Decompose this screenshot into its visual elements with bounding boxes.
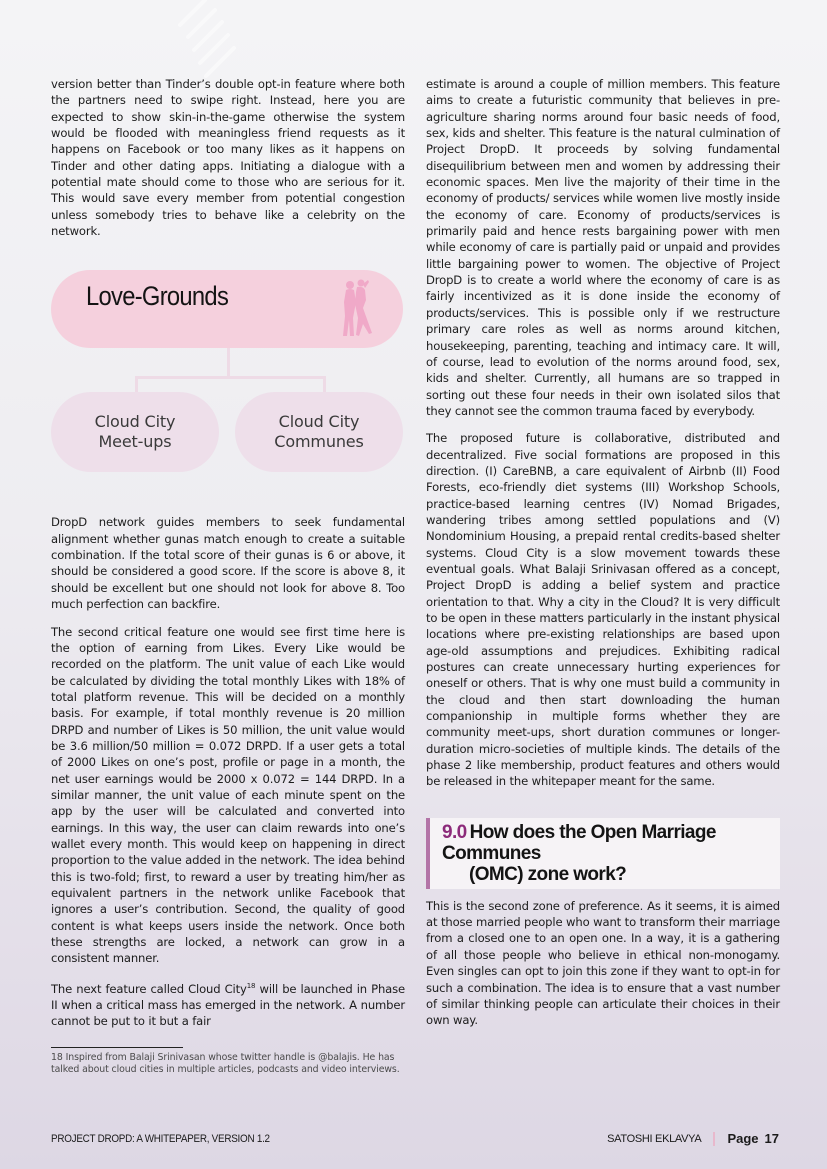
section-title-line2: (OMC) zone work? bbox=[469, 863, 627, 885]
connector-line bbox=[135, 376, 325, 379]
cloud-city-meetups-node bbox=[51, 392, 219, 472]
paragraph-likes-earning: The second critical feature one would see first time here is the option of earning from Likes. Every Like would be recorded on the platform. The unit value of each Like would be calculated by dividing the total monthly Likes with 18% of total platform revenue. This will be decided on a monthly basis. For example, if total monthly revenue is 20 million DRPD and number of Likes is 50 million, the unit value would be 3.6 million/50 million = 0.072 DRPD. If a user gets a total of 2000 Likes on one’s post, profile or page in a month, the net user earnings would be 2000 x 0.072 = 144 DRPD. In a similar manner, the unit value of each minute spent on the app by the user will be calculated and converted into earnings. In this way, the user can claim rewards into one’s wallet every month. This would keep on happening in direct proportion to the value added in the network. The idea behind this is two-fold; first, to reward a user by treating him/her as equivalent partners in the network unlike Facebook that ignores a user’s contribution. Second, the quality of good content is what keeps users inside the network. Once both these strengths are locked, a network can grow in a consistent manner. bbox=[51, 624, 405, 966]
footer-divider bbox=[713, 1132, 715, 1146]
page-label: Page bbox=[727, 1131, 759, 1146]
document-title: PROJECT DROPD: A WHITEPAPER, VERSION 1.2 bbox=[51, 1133, 270, 1145]
author-name: SATOSHI EKLAVYA bbox=[607, 1132, 702, 1145]
paragraph-proposed-future: The proposed future is collaborative, distributed and decentralized. Five social formations are proposed in this direction. (I) CareBNB, a care equivalent of Airbnb (II) Food Forests, eco-friendly diet systems (III) Workshop Schools, practice-based learning centres (IV) Nomad Brigades, wandering tribes among settled populations and (V) Nondominium Housing, a prepaid rental credits-based shelter systems. Cloud City is a slow movement towards these eventual goals. What Balaji Srinivasan offered as a concept, Project DropD is adding a belief system and practice orientation to that. Why a city in the Cloud? It is very difficult to be open in these matters particularly in the instant physical locations where pre-existing relationships are based upon age-old assumptions and prejudices. Exhibiting radical postures can create unnecessary hurting experiences for oneself or others. That is why one must build a community in the cloud and then start downloading the human companionship in multiple forms whether they are community meet-ups, short duration communes or longer-duration micro-societies of multiple kinds. The details of the phase 2 like membership, product features and others would be released in the whitepaper meant for the same. bbox=[426, 431, 780, 789]
paragraph-cloud-city: The next feature called Cloud City$^{18}$ will be launched in Phase II when a critical mass has emerged in the network. A number cannot be put to it but a fair bbox=[51, 981, 406, 1029]
paragraph-gunas: DropD network guides members to seek fundamental alignment whether gunas match enough to create a suitable combination. If the total score of their gunas is 6 or above, it should be considered a good score. If the score is above 8, it should be excellent but one should not look for above 8. Too much perfection can backfire. bbox=[51, 515, 405, 612]
page-footer bbox=[51, 1131, 779, 1147]
connector-line bbox=[227, 348, 230, 376]
node-label-line2: Communes bbox=[274, 432, 364, 452]
node-label-line1: Cloud City bbox=[94, 412, 176, 432]
paragraph-omc-zone: This is the second zone of preference. As it seems, it is aimed at those married people who want to transform their marriage from a closed one to an open one. In a way, it is a gathering of all those people who believe in ethical non-monogamy. Even singles can opt to join this zone if they want to opt-in for such a combination. The idea is to ensure that a vast number of similar thinking people can articulate their choices in their own way. bbox=[426, 898, 780, 1028]
section-number: 9.0 bbox=[442, 821, 467, 843]
love-grounds-label: Love-Grounds bbox=[86, 281, 229, 312]
couple-silhouette-icon bbox=[337, 278, 375, 340]
section-heading-omc bbox=[426, 818, 780, 889]
node-label-line2: Meet-ups bbox=[98, 432, 172, 452]
love-grounds-diagram bbox=[51, 255, 405, 503]
footnote-divider bbox=[51, 1047, 183, 1048]
paragraph-tinder-comparison: version better than Tinder’s double opt-in feature where both the partners need to swipe right. Instead, here you are expected to show skin-in-the-game otherwise the system would be flooded with meaningless friend requests as it happens on Facebook or too many likes as it happens on Tinder and other dating apps. Initiating a dialogue with a potential mate should come to those who are serious for it. This would save every member from potential congestion unless somebody tries to behave like a celebrity on the network. bbox=[51, 77, 405, 239]
footnote-reference[interactable]: 18 bbox=[246, 981, 256, 990]
page-number: 17 bbox=[764, 1131, 779, 1146]
cloud-city-communes-node bbox=[235, 392, 403, 472]
left-column bbox=[51, 76, 405, 1077]
right-column bbox=[426, 76, 780, 1040]
footnote-18: 18 Inspired from Balaji Srinivasan whose twitter handle is @balajis. He has talked about cloud cities in multiple articles, podcasts and video interviews. bbox=[51, 1051, 400, 1076]
paragraph-cloud-city-estimate: estimate is around a couple of million members. This feature aims to create a futuristic community that believes in pre-agriculture sharing norms around four basic needs of food, sex, kids and shelter. This feature is the natural culmination of Project DropD. It proceeds by solving fundamental disequilibrium between men and women by addressing their economic spaces. Men live the majority of their time in the economy of products/ services while women live mostly inside the economy of care. Economy of products/services is primarily paid and hence rests bargaining power with men while economy of care is partially paid or unpaid and provides little bargaining power to women. The objective of Project DropD is to create a world where the economy of care is as fairly incentivized as it is done inside the economy of products/services. This is possible only if we restructure primary care roles as well as norms around kitchen, housekeeping, parenting, teaching and intimacy care. It will, of course, lead to evolution of the norms around food, sex, kids and shelter. Currently, all humans are so trapped in sorting out these four needs in their own isolated silos that they cannot see the common trauma faced by everybody. bbox=[426, 77, 780, 418]
node-label-line1: Cloud City bbox=[278, 412, 360, 432]
section-title-line1: How does the Open Marriage Communes bbox=[442, 821, 716, 864]
love-grounds-node bbox=[51, 270, 403, 348]
decorative-stripes bbox=[170, 0, 260, 80]
